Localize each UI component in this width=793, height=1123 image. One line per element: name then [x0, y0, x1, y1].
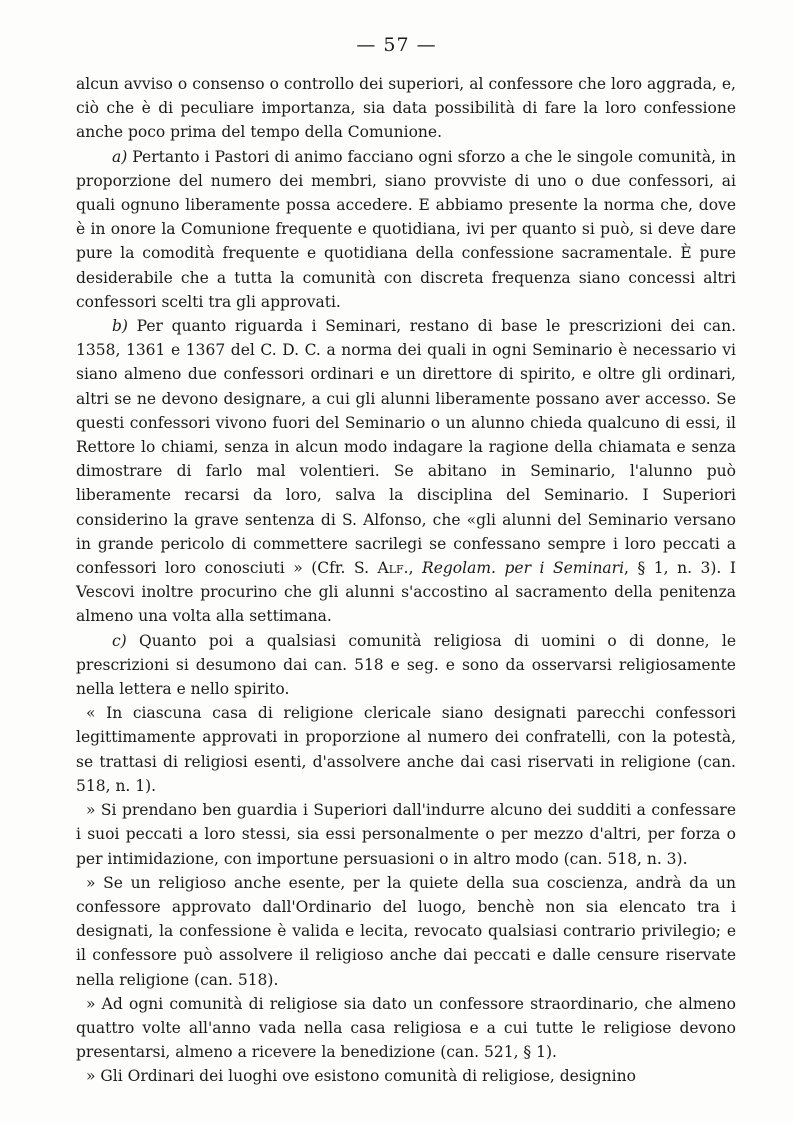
- paragraph-c: [76, 629, 736, 702]
- quoted-paragraph: [76, 871, 736, 992]
- paragraph-text: Pertanto i Pastori di animo facciano ogni sforzo a che le singole comunità, in proporzione del numero dei membri, siano provviste di uno o due confessori, ai quali ognuno liberamente possa accedere. E abbiamo presente la norma che, dove è in onore la Comunione frequente e quotidiana, ivi per quanto si può, si deve dare pure la comodità frequente e quotidiana della confessione sacramentale. È pure desiderabile che a tutta la comunità con discreta frequenza siano concessi altri confessori scelti tra gli approvati.: [76, 147, 736, 311]
- paragraph-b: [76, 314, 736, 629]
- quoted-paragraph: [76, 701, 736, 798]
- quote-text: » Gli Ordinari dei luoghi ove esistono comunità di religiose, designino: [86, 1067, 636, 1086]
- citation-separator: ,: [408, 559, 423, 578]
- page-number: — 57 —: [356, 34, 437, 56]
- paragraph-continuation: [76, 72, 736, 145]
- citation-work: Regolam. per i Seminari: [422, 559, 625, 578]
- quoted-paragraph: [76, 798, 736, 871]
- body-text: [76, 72, 736, 1089]
- citation-author: Alf.: [377, 559, 409, 578]
- paragraph-text-continued: , § 1, n. 3). I Vescovi inoltre procurino che gli alunni s'accostino al sacramento della penitenza almeno una volta alla settimana.: [76, 559, 737, 626]
- quoted-paragraph: [76, 1064, 736, 1088]
- quote-text: » Ad ogni comunità di religiose sia dato un confessore straordinario, che almeno quattro volte all'anno vada nella casa religiosa e a cui tutte le religiose devono presentarsi, almeno a ricevere la benedizione (can. 521, § 1).: [76, 994, 736, 1062]
- paragraph-text: Quanto poi a qualsiasi comunità religiosa di uomini o di donne, le prescrizioni si desumono dai can. 518 e seg. e sono da osservarsi religiosamente nella lettera e nello spirito.: [76, 631, 736, 699]
- paragraph-lead: c): [112, 631, 127, 650]
- paragraph-a: [76, 145, 736, 314]
- paragraph-text: alcun avviso o consenso o controllo dei superiori, al confessore che loro aggrada, e, ciò che è di peculiare importanza, sia data possibilità di fare la loro confessione anche poco prima del tempo della Comunione.: [76, 75, 736, 142]
- quote-text: » Se un religioso anche esente, per la quiete della sua coscienza, andrà da un confessore approvato dall'Ordinario del luogo, benchè non sia elencato tra i designati, la confessione è valida e lecita, revocato qualsiasi contrario privilegio; e il confessore può assolvere il religioso anche dai peccati e dalle censure riservate nella religione (can. 518).: [76, 873, 736, 989]
- paragraph-text: Per quanto riguarda i Seminari, restano di base le prescrizioni dei can. 1358, 1361 e 1367 del C. D. C. a norma dei quali in ogni Seminario è necessario vi siano almeno due confessori ordinari e un direttore di spirito, e oltre gli ordinari, altri se ne devono designare, a cui gli alunni liberamente possano aver accesso. Se questi confessori vivono fuori del Seminario o un alunno chieda qualcuno di essi, il Rettore lo chiami, senza in alcun modo indagare la ragione della chiamata e senza dimostrare di farlo mal volentieri. Se abitano in Seminario, l'alunno può liberamente recarsi da loro, salva la disciplina del Seminario. I Superiori considerino la grave sentenza di S. Alfonso, che «gli alunni del Seminario versano in grande pericolo di commettere sacrilegi se confessano sempre i loro peccati a confessori loro conosciuti » (Cfr. S.: [76, 317, 736, 578]
- quoted-paragraph: [76, 992, 736, 1065]
- paragraph-lead: a): [112, 147, 128, 166]
- paragraph-lead: b): [112, 317, 128, 336]
- quote-text: » Si prendano ben guardia i Superiori dall'indurre alcuno dei sudditi a confessare i suoi peccati a loro stessi, sia essi personalmente o per mezzo d'altri, per forza o per intimidazione, con importune persuasioni o in altro modo (can. 518, n. 3).: [76, 801, 736, 868]
- quote-text: « In ciascuna casa di religione clericale siano designati parecchi confessori legittimamente approvati in proporzione al numero dei confratelli, con la potestà, se trattasi di religiosi esenti, d'assolvere anche dai casi riservati in religione (can. 518, n. 1).: [76, 704, 736, 795]
